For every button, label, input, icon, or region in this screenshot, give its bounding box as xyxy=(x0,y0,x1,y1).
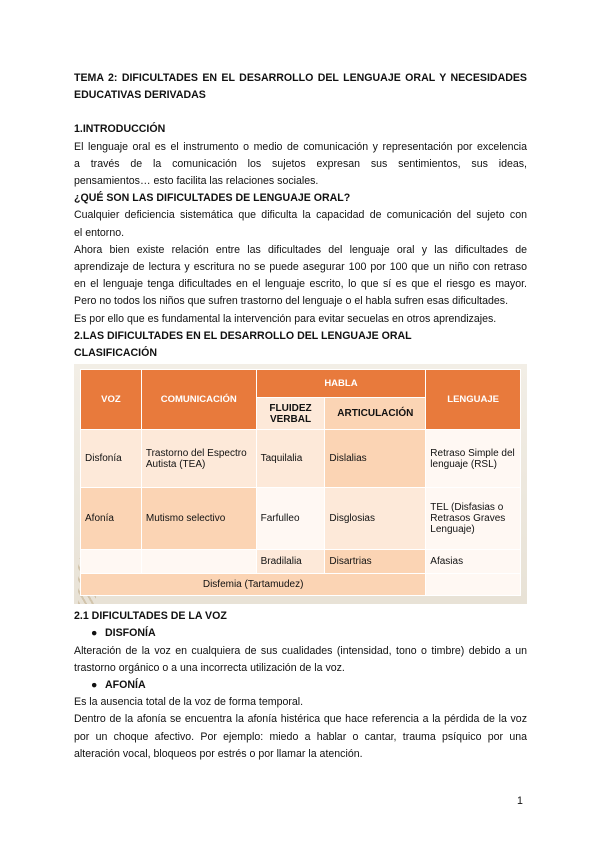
classification-figure xyxy=(74,364,527,604)
cell: Disglosias xyxy=(325,488,426,550)
cell: Disfonía xyxy=(81,430,142,488)
cell: TEL (Disfasias o Retrasos Graves Lenguaje) xyxy=(426,488,521,550)
cell-disfemia: Disfemia (Tartamudez) xyxy=(81,574,426,596)
intro-line: Es por ello que es fundamental la intervención para evitar secuelas en otros aprendizajes. xyxy=(74,312,497,325)
intro-line: aprendizaje de lectura y escritura no se puede asegurar 100 por 100 que un niño con retraso xyxy=(74,261,527,274)
cell: Farfulleo xyxy=(256,488,325,550)
section2-heading: 2.LAS DIFICULTADES EN EL DESARROLLO DEL LENGUAJE ORAL xyxy=(74,329,412,342)
document-page xyxy=(74,70,527,763)
bullet-afonia xyxy=(74,677,527,694)
cell: Mutismo selectivo xyxy=(141,488,256,550)
page-number: 1 xyxy=(517,795,523,807)
body-line: por un choque afectivo. Por ejemplo: miedo a hablar o cantar, trauma psíquico por una xyxy=(74,730,527,743)
cell xyxy=(81,550,142,574)
classification-heading: CLASIFICACIÓN xyxy=(74,347,157,360)
header-comunicacion: COMUNICACIÓN xyxy=(141,370,256,430)
cell: Disartrias xyxy=(325,550,426,574)
bullet-icon: ● xyxy=(91,627,98,640)
header-articulacion: ARTICULACIÓN xyxy=(325,398,426,430)
body-line: Dentro de la afonía se encuentra la afonía histérica que hace referencia a la pérdida de la voz xyxy=(74,713,527,726)
bullet-label: AFONÍA xyxy=(105,679,146,692)
body-line: Es la ausencia total de la voz de forma temporal. xyxy=(74,696,304,709)
intro-line: Pero no todos los niños que sufren trastorno del lenguaje o el habla sufren esas dificultades. xyxy=(74,295,509,308)
intro-line: Ahora bien existe relación entre las dificultades del lenguaje oral y las dificultades de xyxy=(74,243,527,256)
bullet-label: DISFONÍA xyxy=(105,627,156,640)
intro-line: pensamientos… esto facilita las relaciones sociales. xyxy=(74,175,319,188)
header-voz: VOZ xyxy=(81,370,142,430)
document-title: TEMA 2: DIFICULTADES EN EL DESARROLLO DEL LENGUAJE ORAL Y NECESIDADES EDUCATIVAS DERIVADAS xyxy=(74,72,527,102)
cell: Retraso Simple del lenguaje (RSL) xyxy=(426,430,521,488)
intro-line: el entorno. xyxy=(74,226,125,239)
cell: Taquilalia xyxy=(256,430,325,488)
cell: Bradilalia xyxy=(256,550,325,574)
cell: Dislalias xyxy=(325,430,426,488)
bullet-disfonia xyxy=(74,625,527,642)
header-habla: HABLA xyxy=(256,370,426,398)
cell: Trastorno del Espectro Autista (TEA) xyxy=(141,430,256,488)
classification-table xyxy=(80,369,521,596)
question-heading: ¿QUÉ SON LAS DIFICULTADES DE LENGUAJE ORAL? xyxy=(74,192,351,205)
intro-line: Cualquier deficiencia sistemática que dificulta la capacidad de comunicación del sujeto con xyxy=(74,209,527,222)
body-line: Alteración de la voz en cualquiera de sus cualidades (intensidad, tono o timbre) debido a un xyxy=(74,644,527,657)
intro-line: en el lenguaje tenga dificultades en el lenguaje escrito, lo que sí es que el riesgo es mayor. xyxy=(74,278,527,291)
body-line: alteración vocal, bloqueos por estrés o por llamar la atención. xyxy=(74,747,363,760)
bullet-icon: ● xyxy=(91,679,98,692)
cell xyxy=(426,574,521,596)
cell: Afasias xyxy=(426,550,521,574)
intro-line: a través de la comunicación los sujetos expresan sus sentimientos, sus ideas, xyxy=(74,157,527,170)
body-line: trastorno orgánico o a una incorrecta utilización de la voz. xyxy=(74,661,345,674)
header-fluidez: FLUIDEZ VERBAL xyxy=(256,398,325,430)
cell xyxy=(141,550,256,574)
cell: Afonía xyxy=(81,488,142,550)
header-lenguaje: LENGUAJE xyxy=(426,370,521,430)
intro-heading: 1.INTRODUCCIÓN xyxy=(74,123,166,136)
section21-heading: 2.1 DIFICULTADES DE LA VOZ xyxy=(74,610,227,623)
intro-line: El lenguaje oral es el instrumento o medio de comunicación y representación por excelencia xyxy=(74,140,527,153)
